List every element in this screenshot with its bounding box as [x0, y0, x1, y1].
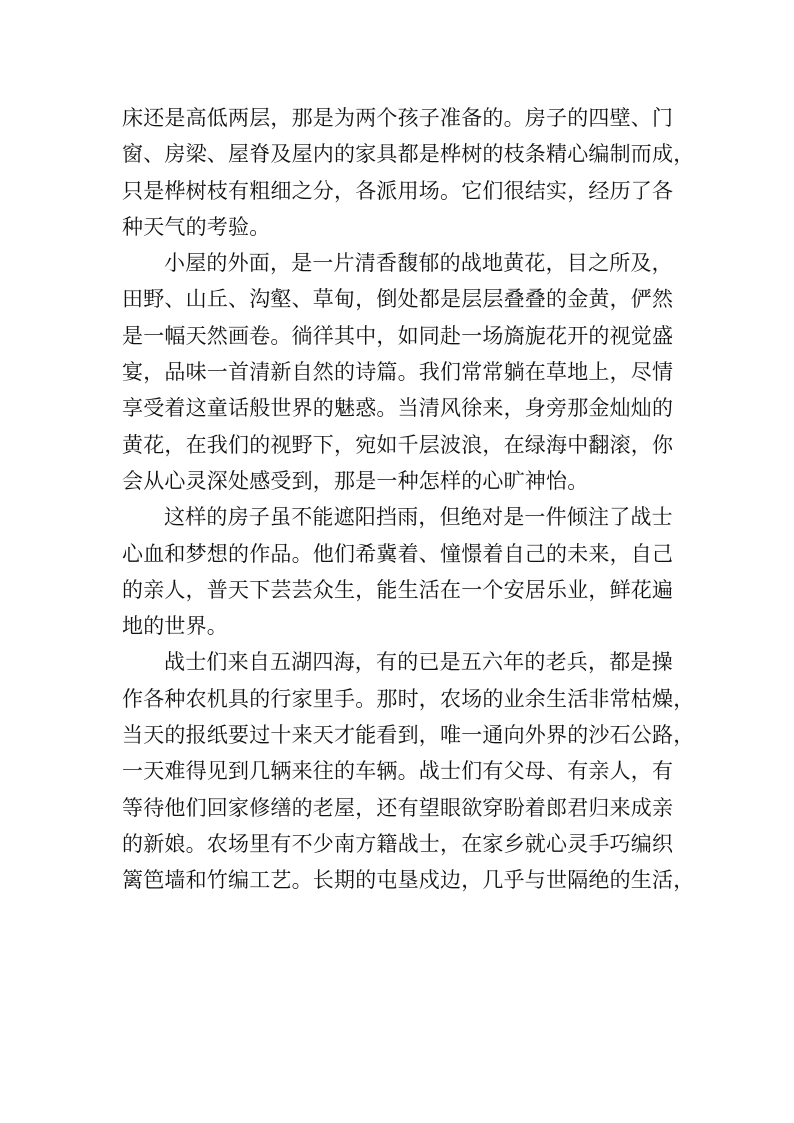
text-line: 小屋的外面，是一片清香馥郁的战地黄花，目之所及，: [164, 251, 673, 276]
text-line: 是一幅天然画卷。徜徉其中，如同赴一场旖旎花开的视觉盛: [122, 323, 674, 348]
text-line: 只是桦树枝有粗细之分，各派用场。它们很结实，经历了各: [122, 178, 674, 203]
text-line: 的新娘。农场里有不少南方籍战士，在家乡就心灵手巧编织: [122, 831, 674, 856]
text-line: 心血和梦想的作品。他们希冀着、憧憬着自己的未来，自己: [122, 541, 674, 566]
paragraph: [122, 499, 692, 644]
text-line: 田野、山丘、沟壑、草甸，倒处都是层层叠叠的金黄，俨然: [122, 287, 674, 312]
text-line: 宴，品味一首清新自然的诗篇。我们常常躺在草地上，尽情: [122, 360, 674, 385]
text-line: 战士们来自五湖四海，有的已是五六年的老兵，都是操: [164, 650, 673, 675]
text-line: 等待他们回家修缮的老屋，还有望眼欲穿盼着郎君归来成亲: [122, 795, 674, 820]
text-line: 种天气的考验。: [122, 214, 271, 239]
text-line: 当天的报纸要过十来天才能看到，唯一通向外界的沙石公路，: [122, 723, 695, 748]
paragraph: [122, 100, 695, 245]
paragraph: [122, 245, 692, 499]
text-line: 作各种农机具的行家里手。那时，农场的业余生活非常枯燥，: [122, 686, 695, 711]
text-line: 床还是高低两层，那是为两个孩子准备的。房子的四壁、门: [122, 106, 674, 130]
text-line: 享受着这童话般世界的魅惑。当清风徐来，身旁那金灿灿的: [122, 396, 674, 421]
text-line: 这样的房子虽不能遮阳挡雨，但绝对是一件倾注了战士: [164, 505, 673, 530]
text-line: 的亲人，普天下芸芸众生，能生活在一个安居乐业，鲜花遍: [122, 577, 674, 602]
text-line: 窗、房梁、屋脊及屋内的家具都是桦树的枝条精心编制而成，: [122, 142, 695, 167]
text-line: 黄花，在我们的视野下，宛如千层波浪，在绿海中翻滚，你: [122, 432, 674, 457]
text-line: 会从心灵深处感受到，那是一种怎样的心旷神怡。: [122, 468, 589, 493]
body-text: [122, 100, 695, 899]
text-line: 一天难得见到几辆来往的车辆。战士们有父母、有亲人，有: [122, 759, 674, 784]
paragraph: [122, 644, 695, 898]
text-line: 篱笆墙和竹编工艺。长期的屯垦戍边，几乎与世隔绝的生活，: [122, 868, 695, 893]
text-line: 地的世界。: [122, 614, 228, 639]
